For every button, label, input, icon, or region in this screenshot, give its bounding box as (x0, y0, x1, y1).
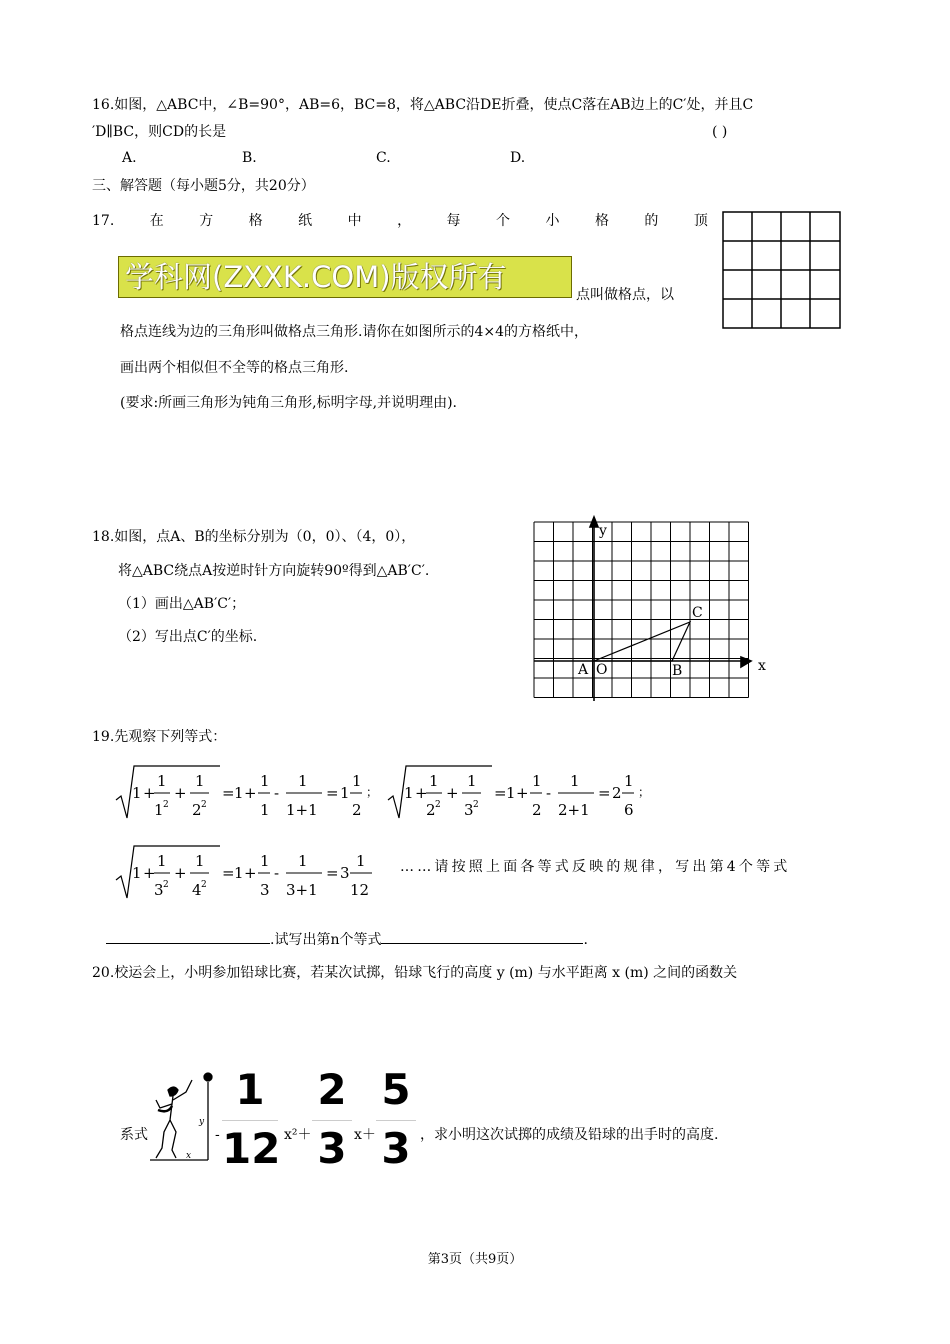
q16-answer-paren: ( ) (712, 124, 728, 140)
q17-line2-tail: 点叫做格点，以 (576, 287, 674, 303)
svg-text:1: 1 (195, 772, 205, 790)
q16-option-a: A. (122, 150, 137, 166)
svg-text:1: 1 (352, 772, 362, 790)
svg-text:4: 4 (192, 881, 202, 899)
svg-text:1: 1 (157, 772, 167, 790)
svg-text:=: = (222, 864, 235, 882)
svg-text:1: 1 (234, 784, 244, 802)
section-heading: 三、解答题（每小题5分，共20分） (92, 178, 315, 194)
q19-equation-row2 (112, 842, 392, 902)
q18-coordinate-grid (520, 514, 780, 706)
svg-text:3: 3 (340, 864, 350, 882)
neg-sign: - (215, 1127, 220, 1143)
triangle-abc (594, 622, 690, 661)
svg-text:+: + (143, 864, 156, 882)
svg-text:2: 2 (192, 801, 202, 819)
svg-text:1: 1 (157, 852, 167, 870)
equation-1 (116, 766, 378, 819)
svg-text:1: 1 (340, 784, 350, 802)
q17-line3: 格点连线为边的三角形叫做格点三角形.请你在如图所示的4×4的方格纸中， (120, 324, 588, 340)
svg-text:2: 2 (435, 800, 441, 810)
svg-text:+: + (174, 864, 187, 882)
q20-line1: 20.校运会上，小明参加铅球比赛，若某次试掷，铅球飞行的高度 y (m) 与水平距离 x (m) 之间的函数关 (92, 965, 738, 981)
svg-text:1: 1 (260, 772, 270, 790)
svg-text:-: - (274, 784, 280, 802)
svg-text:1: 1 (260, 801, 270, 819)
svg-text:-: - (546, 784, 552, 802)
svg-text:1: 1 (570, 772, 580, 790)
svg-text:1: 1 (298, 772, 308, 790)
origin-label: O (596, 662, 608, 678)
equation-2 (388, 766, 650, 819)
point-b-label: B (672, 663, 683, 679)
svg-text:1: 1 (234, 864, 244, 882)
svg-text:6: 6 (624, 801, 634, 819)
answer-blank-4th[interactable] (106, 929, 270, 944)
svg-text:=: = (598, 784, 611, 802)
svg-text:3: 3 (464, 801, 474, 819)
svg-text:+: + (244, 864, 257, 882)
x-axis-label: x (758, 658, 766, 674)
svg-text:2: 2 (532, 801, 542, 819)
svg-text:=: = (222, 784, 235, 802)
svg-text:2: 2 (426, 801, 436, 819)
svg-text:1: 1 (132, 864, 142, 882)
answer-blank-nth[interactable] (381, 929, 583, 944)
q16-option-d: D. (510, 150, 526, 166)
q16-option-c: C. (376, 150, 391, 166)
page-footer: 第3页（共9页） (427, 1252, 523, 1267)
q19-equation-row1 (112, 762, 652, 822)
svg-text:3: 3 (260, 881, 270, 899)
svg-text:1: 1 (404, 784, 414, 802)
q18-line2: 将△ABC绕点A按逆时针方向旋转90º得到△AB′C′. (118, 563, 430, 579)
shot-put-figure (146, 1070, 216, 1166)
fraction-1-12: 1 12 (222, 1065, 281, 1173)
q17-line4: 画出两个相似但不全等的格点三角形. (120, 360, 349, 376)
q17-grid-4x4 (722, 211, 842, 331)
svg-text:-: - (274, 864, 280, 882)
fraction-2-3: 2 3 (312, 1066, 352, 1173)
svg-text:+: + (516, 784, 529, 802)
q16-line2: ′D∥BC，则CD的长是 (92, 124, 227, 140)
svg-text:；: ； (366, 785, 379, 799)
svg-text:3: 3 (154, 881, 164, 899)
svg-text:x: x (186, 1151, 192, 1161)
q20-prefix: 系式 (120, 1127, 148, 1143)
q19-answer-line: .试写出第n个等式 . (106, 929, 588, 950)
svg-text:2: 2 (473, 800, 479, 810)
svg-text:+: + (415, 784, 428, 802)
svg-text:=: = (326, 784, 339, 802)
q18-line4: （2）写出点C′的坐标. (118, 629, 258, 645)
svg-text:2: 2 (201, 880, 207, 890)
svg-text:1: 1 (506, 784, 516, 802)
svg-text:1: 1 (467, 772, 477, 790)
x-term: x＋ (354, 1127, 376, 1143)
fraction-5-3: 5 3 (376, 1066, 416, 1173)
svg-text:1: 1 (298, 852, 308, 870)
q17-line1: 17. 在 方 格 纸 中 ， 每 个 小 格 的 顶 (92, 213, 708, 229)
svg-text:1: 1 (356, 852, 366, 870)
svg-text:2+1: 2+1 (558, 801, 590, 819)
svg-text:2: 2 (163, 880, 169, 890)
svg-text:1: 1 (260, 852, 270, 870)
q16-line1: 16.如图，△ABC中，∠B=90°，AB=6，BC=8，将△ABC沿DE折叠，使点C落在AB边上的C′处，并且C (92, 97, 754, 113)
svg-text:2: 2 (352, 801, 362, 819)
svg-text:=: = (326, 864, 339, 882)
q16-option-b: B. (242, 150, 257, 166)
svg-text:2: 2 (201, 800, 207, 810)
q20-suffix: ，求小明这次试掷的成绩及铅球的出手时的高度. (420, 1127, 719, 1143)
q17-line5: (要求:所画三角形为钝角三角形,标明字母,并说明理由). (120, 395, 457, 411)
svg-text:；: ； (638, 785, 651, 799)
svg-text:=: = (494, 784, 507, 802)
equation-3 (116, 846, 372, 899)
q18-line1: 18.如图，点A、B的坐标分别为（0，0）、（4，0）， (92, 529, 416, 545)
svg-text:1: 1 (429, 772, 439, 790)
point-a-label: A (578, 662, 589, 678)
svg-text:2: 2 (163, 800, 169, 810)
svg-text:1: 1 (132, 784, 142, 802)
svg-text:+: + (143, 784, 156, 802)
svg-text:1: 1 (195, 852, 205, 870)
svg-text:y: y (199, 1117, 205, 1127)
q19-intro: 19.先观察下列等式： (92, 729, 227, 745)
watermark-banner: 学科网(ZXXK.COM)版权所有 (118, 256, 572, 298)
svg-text:3+1: 3+1 (286, 881, 318, 899)
svg-text:1+1: 1+1 (286, 801, 318, 819)
svg-text:1: 1 (154, 801, 164, 819)
point-c-label: C (692, 605, 703, 621)
y-axis-label: y (599, 523, 607, 539)
svg-text:+: + (244, 784, 257, 802)
svg-text:1: 1 (532, 772, 542, 790)
svg-text:2: 2 (612, 784, 622, 802)
svg-text:12: 12 (350, 881, 370, 899)
svg-text:+: + (446, 784, 459, 802)
q18-line3: （1）画出△AB′C′； (118, 596, 246, 612)
svg-text:+: + (174, 784, 187, 802)
svg-text:1: 1 (624, 772, 634, 790)
x-squared-term: x²＋ (284, 1127, 312, 1143)
q19-instruction: ……请按照上面各等式反映的规律，写出第4个等式 (400, 859, 791, 875)
